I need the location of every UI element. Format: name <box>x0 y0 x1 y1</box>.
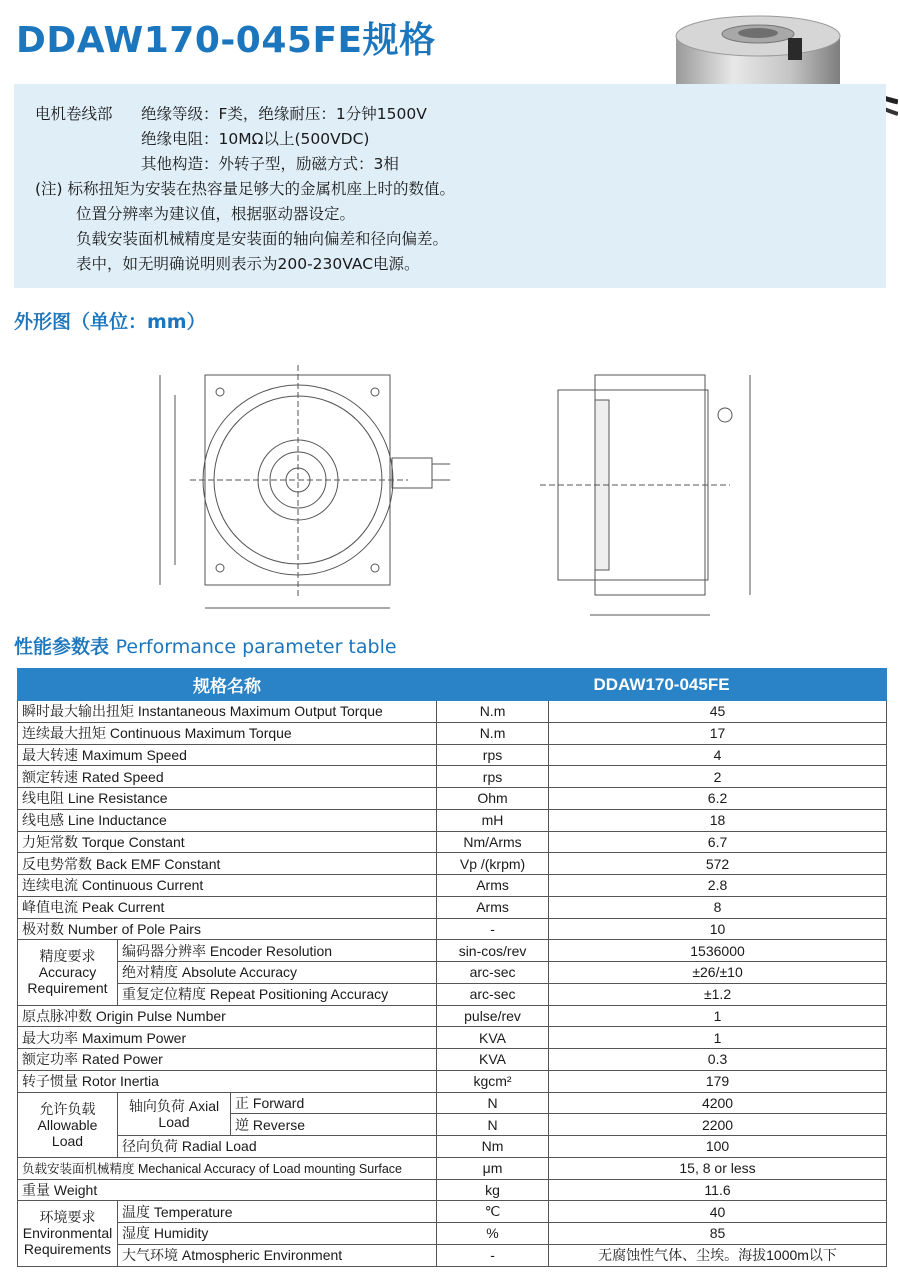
row-value: 1 <box>549 1027 887 1049</box>
row-name: 逆 Reverse <box>231 1114 437 1136</box>
row-value: 11.6 <box>549 1179 887 1201</box>
table-row <box>18 1092 887 1114</box>
table-row <box>18 722 887 744</box>
table-row <box>18 853 887 875</box>
table-row <box>18 788 887 810</box>
row-name: 线电感 Line Inductance <box>18 809 437 831</box>
spec-note-torque: (注) 标称扭矩为安装在热容量足够大的金属机座上时的数值。 <box>35 180 456 198</box>
row-value: 2200 <box>549 1114 887 1136</box>
row-unit: kg <box>437 1179 549 1201</box>
row-name: 额定功率 Rated Power <box>18 1049 437 1071</box>
table-row <box>18 1005 887 1027</box>
row-value: 0.3 <box>549 1049 887 1071</box>
row-name: 反电势常数 Back EMF Constant <box>18 853 437 875</box>
row-unit: arc-sec <box>437 962 549 984</box>
row-name: 径向负荷 Radial Load <box>118 1136 437 1158</box>
performance-title-cn: 性能参数表 <box>14 636 110 658</box>
row-unit: N.m <box>437 701 549 723</box>
table-row <box>18 962 887 984</box>
env-group-label: 环境要求 Environmental Requirements <box>18 1201 118 1266</box>
table-row <box>18 1244 887 1266</box>
row-unit: μm <box>437 1157 549 1179</box>
row-unit: Ohm <box>437 788 549 810</box>
table-row <box>18 896 887 918</box>
row-name: 额定转速 Rated Speed <box>18 766 437 788</box>
row-name: 线电阻 Line Resistance <box>18 788 437 810</box>
row-unit: rps <box>437 766 549 788</box>
dimension-heading: 外形图（单位：mm） <box>14 311 206 333</box>
row-value: 10 <box>549 918 887 940</box>
row-value: 2.8 <box>549 875 887 897</box>
row-unit: pulse/rev <box>437 1005 549 1027</box>
row-value: 15, 8 or less <box>549 1157 887 1179</box>
row-name: 峰值电流 Peak Current <box>18 896 437 918</box>
row-value: 100 <box>549 1136 887 1158</box>
row-value: 85 <box>549 1223 887 1245</box>
row-value: 45 <box>549 701 887 723</box>
spec-insulation-resistance: 绝缘电阻：10MΩ以上(500VDC) <box>141 130 370 148</box>
row-name: 温度 Temperature <box>118 1201 437 1223</box>
row-unit: Arms <box>437 875 549 897</box>
performance-heading <box>14 632 397 659</box>
table-row <box>18 1201 887 1223</box>
row-unit: mH <box>437 809 549 831</box>
dimension-drawing <box>130 340 770 625</box>
table-row <box>18 1223 887 1245</box>
row-unit: N <box>437 1114 549 1136</box>
row-name: 湿度 Humidity <box>118 1223 437 1245</box>
page-title: DDAW170-045FE规格 <box>16 20 436 61</box>
row-name: 连续最大扭矩 Continuous Maximum Torque <box>18 722 437 744</box>
row-name: 编码器分辨率 Encoder Resolution <box>118 940 437 962</box>
spec-note-accuracy: 负载安装面机械精度是安装面的轴向偏差和径向偏差。 <box>76 230 449 248</box>
table-row <box>18 1179 887 1201</box>
row-name: 瞬时最大输出扭矩 Instantaneous Maximum Output Torque <box>18 701 437 723</box>
row-name: 正 Forward <box>231 1092 437 1114</box>
row-value: 8 <box>549 896 887 918</box>
load-group-label: 允许负载 Allowable Load <box>18 1092 118 1157</box>
row-name: 原点脉冲数 Origin Pulse Number <box>18 1005 437 1027</box>
row-value: ±26/±10 <box>549 962 887 984</box>
spec-insulation-class: 绝缘等级：F类，绝缘耐压：1分钟1500V <box>141 105 427 123</box>
table-row <box>18 875 887 897</box>
table-row <box>18 918 887 940</box>
row-value: 2 <box>549 766 887 788</box>
table-row <box>18 1136 887 1158</box>
row-unit: kgcm² <box>437 1070 549 1092</box>
row-value: 4 <box>549 744 887 766</box>
row-unit: KVA <box>437 1049 549 1071</box>
row-unit: Nm/Arms <box>437 831 549 853</box>
header-model: DDAW170-045FE <box>437 669 887 701</box>
accuracy-group-label: 精度要求 Accuracy Requirement <box>18 940 118 1005</box>
row-value: 572 <box>549 853 887 875</box>
row-name: 重量 Weight <box>18 1179 437 1201</box>
row-unit: arc-sec <box>437 983 549 1005</box>
row-unit: - <box>437 1244 549 1266</box>
row-value: 6.2 <box>549 788 887 810</box>
table-row <box>18 766 887 788</box>
row-unit: Arms <box>437 896 549 918</box>
performance-table <box>17 668 887 1267</box>
header-spec-name: 规格名称 <box>18 669 437 701</box>
spec-note-resolution: 位置分辨率为建议值，根据驱动器设定。 <box>76 205 356 223</box>
table-row <box>18 1070 887 1092</box>
spec-winding-label: 电机卷线部 <box>35 105 113 123</box>
row-name: 转子惯量 Rotor Inertia <box>18 1070 437 1092</box>
table-row <box>18 1157 887 1179</box>
table-row <box>18 940 887 962</box>
row-name: 力矩常数 Torque Constant <box>18 831 437 853</box>
table-row <box>18 809 887 831</box>
table-row <box>18 1027 887 1049</box>
row-unit: N <box>437 1092 549 1114</box>
axial-load-label: 轴向负荷 Axial Load <box>118 1092 231 1136</box>
row-value: 无腐蚀性气体、尘埃。海拔1000m以下 <box>549 1244 887 1266</box>
row-unit: % <box>437 1223 549 1245</box>
row-value: 1536000 <box>549 940 887 962</box>
row-unit: ℃ <box>437 1201 549 1223</box>
row-value: 17 <box>549 722 887 744</box>
table-row <box>18 744 887 766</box>
table-row <box>18 701 887 723</box>
row-name: 大气环境 Atmospheric Environment <box>118 1244 437 1266</box>
row-value: 6.7 <box>549 831 887 853</box>
row-unit: rps <box>437 744 549 766</box>
row-unit: sin-cos/rev <box>437 940 549 962</box>
table-row <box>18 831 887 853</box>
table-header-row <box>18 669 887 701</box>
row-name: 极对数 Number of Pole Pairs <box>18 918 437 940</box>
row-value: 18 <box>549 809 887 831</box>
table-row <box>18 983 887 1005</box>
table-row <box>18 1049 887 1071</box>
row-value: 4200 <box>549 1092 887 1114</box>
row-unit: KVA <box>437 1027 549 1049</box>
row-unit: Nm <box>437 1136 549 1158</box>
row-value: 179 <box>549 1070 887 1092</box>
row-name: 连续电流 Continuous Current <box>18 875 437 897</box>
row-unit: - <box>437 918 549 940</box>
row-name: 绝对精度 Absolute Accuracy <box>118 962 437 984</box>
row-name: 最大功率 Maximum Power <box>18 1027 437 1049</box>
spec-construction: 其他构造：外转子型，励磁方式：3相 <box>141 155 399 173</box>
row-unit: N.m <box>437 722 549 744</box>
row-name: 负载安装面机械精度 Mechanical Accuracy of Load mounting Surface <box>18 1157 437 1179</box>
row-value: 40 <box>549 1201 887 1223</box>
spec-notes-panel <box>14 84 886 288</box>
row-value: 1 <box>549 1005 887 1027</box>
row-name: 重复定位精度 Repeat Positioning Accuracy <box>118 983 437 1005</box>
row-name: 最大转速 Maximum Speed <box>18 744 437 766</box>
spec-note-power: 表中，如无明确说明则表示为200-230VAC电源。 <box>76 255 420 273</box>
row-unit: Vp /(krpm) <box>437 853 549 875</box>
row-value: ±1.2 <box>549 983 887 1005</box>
performance-title-en: Performance parameter table <box>115 636 397 658</box>
